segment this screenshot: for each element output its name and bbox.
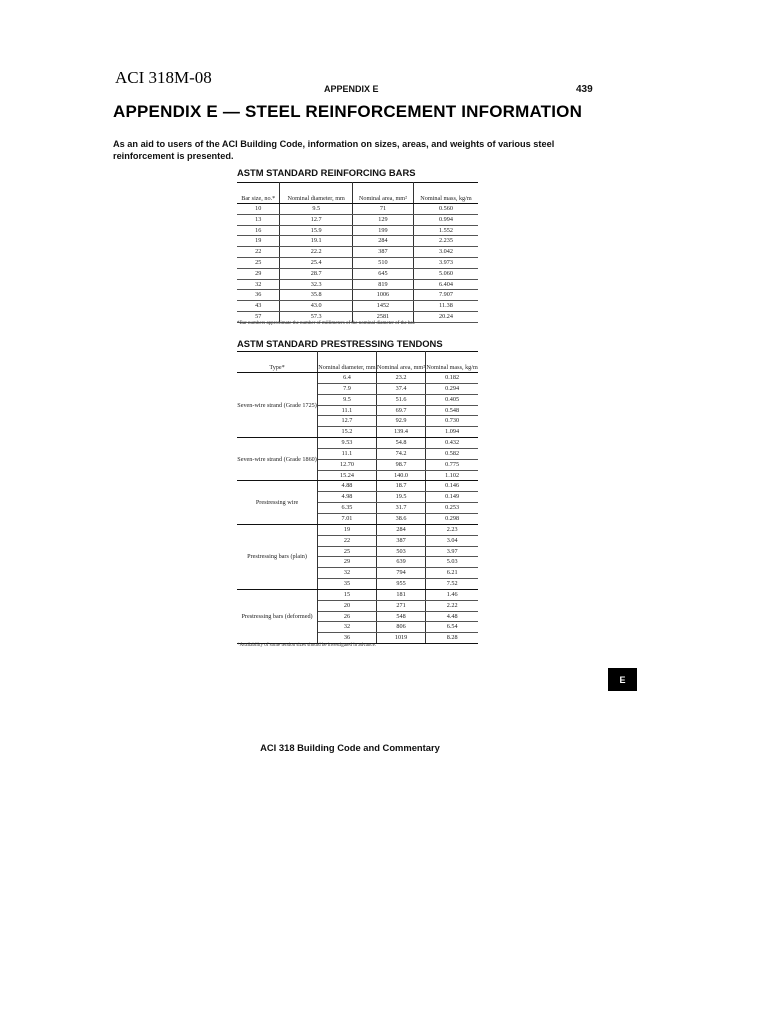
table-cell: 0.432 [426,438,478,449]
table-cell: 2.22 [426,600,478,611]
table-row [237,373,478,384]
reinforcing-bars-heading: ASTM STANDARD REINFORCING BARS [237,167,416,178]
table-row [237,301,478,312]
column-header: Nominal diameter, mm [280,183,353,204]
column-header: Nominal mass, kg/m [426,352,478,373]
table-cell: 25 [318,546,377,557]
page-number: 439 [576,84,593,95]
table-cell: 11.1 [318,448,377,459]
appendix-tab-badge: E [608,668,637,691]
table-cell: 32 [237,279,280,290]
table-cell: 0.146 [426,481,478,492]
column-header: Nominal area, mm² [352,183,413,204]
table-cell: 12.70 [318,459,377,470]
table-cell: 32.3 [280,279,353,290]
table-cell: 0.298 [426,513,478,524]
table-cell: 955 [376,579,425,590]
table-row [237,214,478,225]
tendon-type-cell: Seven-wire strand (Grade 1860) [237,438,318,481]
table-cell: 6.35 [318,503,377,514]
table-cell: 3.042 [413,247,478,258]
table-cell: 43.0 [280,301,353,312]
table-cell: 1019 [376,633,425,644]
table-cell: 7.52 [426,579,478,590]
column-header: Bar size, no.* [237,183,280,204]
table-cell: 6.21 [426,568,478,579]
table-row [237,524,478,535]
table-cell: 7.907 [413,290,478,301]
table-cell: 29 [318,557,377,568]
table-cell: 36 [318,633,377,644]
table-cell: 7.01 [318,513,377,524]
table-cell: 15.2 [318,427,377,438]
page-footer: ACI 318 Building Code and Commentary [260,742,440,753]
table-cell: 18.7 [376,481,425,492]
table-cell: 503 [376,546,425,557]
table-cell: 22.2 [280,247,353,258]
table-cell: 4.98 [318,492,377,503]
table-cell: 22 [237,247,280,258]
table-cell: 35.8 [280,290,353,301]
table-cell: 71 [352,204,413,215]
reinforcing-bars-footnote: *Bar numbers approximate the number of millimeters of the nominal diameter of the bar. [237,321,416,326]
table-cell: 29 [237,268,280,279]
table-cell: 15.9 [280,225,353,236]
table-cell: 22 [318,535,377,546]
table-cell: 38.6 [376,513,425,524]
tendon-type-cell: Prestressing wire [237,481,318,524]
table-cell: 98.7 [376,459,425,470]
table-cell: 31.7 [376,503,425,514]
table-cell: 8.28 [426,633,478,644]
table-cell: 9.5 [318,394,377,405]
table-cell: 1.102 [426,470,478,481]
table-cell: 0.730 [426,416,478,427]
tendon-type-cell: Prestressing bars (plain) [237,524,318,589]
table-cell: 3.97 [426,546,478,557]
table-cell: 510 [352,257,413,268]
table-cell: 139.4 [376,427,425,438]
table-cell: 57.3 [280,311,353,322]
table-cell: 35 [318,579,377,590]
table-cell: 1.46 [426,589,478,600]
table-cell: 6.404 [413,279,478,290]
table-cell: 645 [352,268,413,279]
table-cell: 819 [352,279,413,290]
table-cell: 794 [376,568,425,579]
table-cell: 0.560 [413,204,478,215]
table-cell: 1.094 [426,427,478,438]
table-cell: 2581 [352,311,413,322]
table-row [237,279,478,290]
table-cell: 2.23 [426,524,478,535]
table-cell: 32 [318,622,377,633]
table-cell: 0.775 [426,459,478,470]
table-cell: 7.9 [318,383,377,394]
table-cell: 1.552 [413,225,478,236]
table-cell: 1452 [352,301,413,312]
table-cell: 548 [376,611,425,622]
table-cell: 4.48 [426,611,478,622]
table-row [237,589,478,600]
table-cell: 12.7 [318,416,377,427]
table-cell: 181 [376,589,425,600]
table-cell: 25.4 [280,257,353,268]
table-row [237,225,478,236]
table-row [237,268,478,279]
table-cell: 25 [237,257,280,268]
prestressing-tendons-footnote: *Availability of some tendon sizes should be investigated in advance. [237,643,377,648]
table-cell: 9.5 [280,204,353,215]
table-row [237,247,478,258]
tendon-type-cell: Seven-wire strand (Grade 1725) [237,373,318,438]
column-header: Nominal diameter, mm [318,352,377,373]
table-cell: 92.9 [376,416,425,427]
table-cell: 129 [352,214,413,225]
table-cell: 51.6 [376,394,425,405]
table-row [237,236,478,247]
table-cell: 19.1 [280,236,353,247]
table-cell: 5.060 [413,268,478,279]
prestressing-tendons-heading: ASTM STANDARD PRESTRESSING TENDONS [237,338,443,349]
table-cell: 387 [352,247,413,258]
page-title: APPENDIX E — STEEL REINFORCEMENT INFORMATION [113,102,583,121]
table-cell: 12.7 [280,214,353,225]
reinforcing-bars-table [237,182,478,323]
table-row [237,204,478,215]
table-cell: 806 [376,622,425,633]
table-cell: 11.38 [413,301,478,312]
table-cell: 271 [376,600,425,611]
table-cell: 0.149 [426,492,478,503]
prestressing-tendons-table [237,351,478,644]
table-cell: 20 [318,600,377,611]
table-cell: 1006 [352,290,413,301]
table-cell: 15 [318,589,377,600]
table-cell: 0.994 [413,214,478,225]
table-cell: 639 [376,557,425,568]
table-cell: 69.7 [376,405,425,416]
table-cell: 0.294 [426,383,478,394]
table-cell: 19 [318,524,377,535]
table-cell: 37.4 [376,383,425,394]
tendon-type-cell: Prestressing bars (deformed) [237,589,318,643]
table-cell: 0.253 [426,503,478,514]
table-cell: 36 [237,290,280,301]
table-cell: 32 [318,568,377,579]
table-cell: 0.548 [426,405,478,416]
table-cell: 13 [237,214,280,225]
table-cell: 3.04 [426,535,478,546]
column-header: Type* [237,352,318,373]
table-cell: 9.53 [318,438,377,449]
table-cell: 140.0 [376,470,425,481]
column-header: Nominal mass, kg/m [413,183,478,204]
table-cell: 26 [318,611,377,622]
table-cell: 0.582 [426,448,478,459]
table-cell: 5.03 [426,557,478,568]
table-cell: 23.2 [376,373,425,384]
table-cell: 284 [376,524,425,535]
table-cell: 2.235 [413,236,478,247]
table-cell: 20.24 [413,311,478,322]
table-cell: 284 [352,236,413,247]
table-row [237,438,478,449]
table-cell: 0.405 [426,394,478,405]
table-row [237,257,478,268]
table-cell: 3.973 [413,257,478,268]
table-cell: 74.2 [376,448,425,459]
table-cell: 387 [376,535,425,546]
table-cell: 0.182 [426,373,478,384]
table-cell: 19 [237,236,280,247]
table-cell: 10 [237,204,280,215]
table-cell: 4.88 [318,481,377,492]
table-cell: 54.8 [376,438,425,449]
document-code-logo: ACI 318M-08 [115,68,212,87]
table-cell: 11.1 [318,405,377,416]
table-cell: 6.54 [426,622,478,633]
table-row [237,481,478,492]
table-cell: 57 [237,311,280,322]
table-cell: 15.24 [318,470,377,481]
table-row [237,290,478,301]
table-cell: 19.5 [376,492,425,503]
intro-paragraph: As an aid to users of the ACI Building Code, information on sizes, areas, and weights of various steel reinforcement is presented. [113,139,555,161]
table-cell: 199 [352,225,413,236]
table-cell: 28.7 [280,268,353,279]
table-cell: 16 [237,225,280,236]
running-header: APPENDIX E [324,84,379,94]
column-header: Nominal area, mm² [376,352,425,373]
table-cell: 43 [237,301,280,312]
table-cell: 6.4 [318,373,377,384]
